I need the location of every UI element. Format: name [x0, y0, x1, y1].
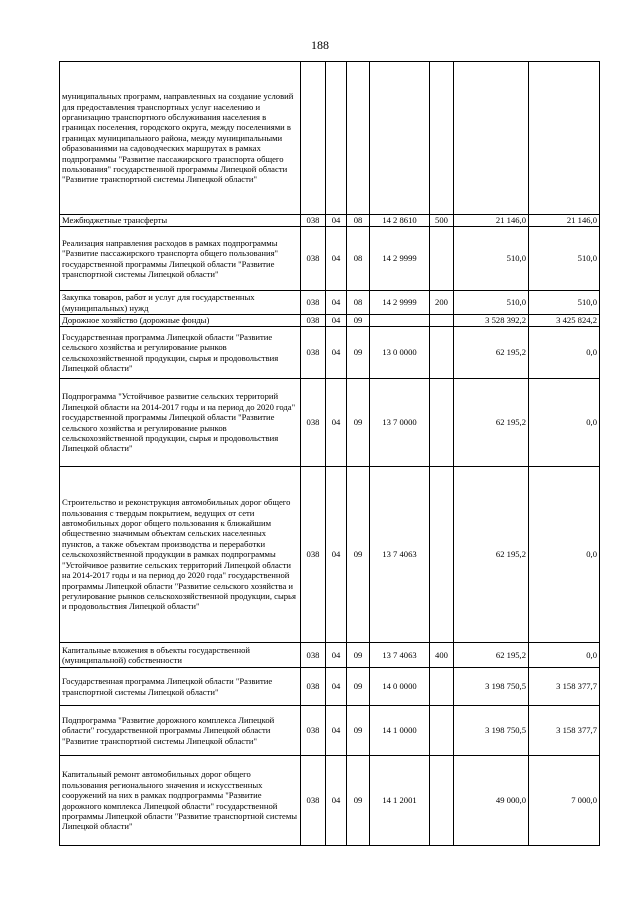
expense-type-code: 400: [430, 643, 454, 668]
row-description: Капитальный ремонт автомобильных дорог общего пользования регионального значения и искусственных сооружений на них в рамках подпрограммы "Развитие дорожного комплекса Липецкой области" государственной программы Липецкой области "Развитие транспортной системы Липецкой области": [60, 756, 301, 846]
ministry-code: 038: [301, 327, 326, 379]
ministry-code: 038: [301, 215, 326, 227]
amount-year-1: 62 195,2: [454, 643, 529, 668]
target-article-code: 14 2 9999: [370, 227, 430, 291]
subsection-code: 09: [347, 327, 370, 379]
amount-year-2: 510,0: [529, 227, 600, 291]
ministry-code: 038: [301, 756, 326, 846]
amount-year-1: 62 195,2: [454, 327, 529, 379]
amount-year-1: 510,0: [454, 227, 529, 291]
target-article-code: [370, 62, 430, 215]
table-row: [60, 706, 600, 756]
budget-table: [59, 61, 600, 846]
expense-type-code: [430, 62, 454, 215]
row-description: Межбюджетные трансферты: [60, 215, 301, 227]
ministry-code: 038: [301, 379, 326, 467]
target-article-code: 14 1 2001: [370, 756, 430, 846]
section-code: 04: [326, 315, 347, 327]
target-article-code: 14 1 0000: [370, 706, 430, 756]
section-code: 04: [326, 327, 347, 379]
row-description: Государственная программа Липецкой области "Развитие транспортной системы Липецкой области": [60, 668, 301, 706]
section-code: 04: [326, 643, 347, 668]
expense-type-code: [430, 668, 454, 706]
target-article-code: 14 2 9999: [370, 291, 430, 315]
row-description: Государственная программа Липецкой области "Развитие сельского хозяйства и регулирование рынков сельскохозяйственной продукции, сырья и продовольствия Липецкой области": [60, 327, 301, 379]
amount-year-1: 3 198 750,5: [454, 706, 529, 756]
expense-type-code: [430, 756, 454, 846]
subsection-code: 08: [347, 291, 370, 315]
row-description: муниципальных программ, направленных на создание условий для предоставления транспортных услуг населению и организацию транспортного обслуживания населения в границах поселения, городского округа, между поселениями в границах муниципального района, между муниципальными образованиями на садоводческих маршрутах в рамках подпрограммы "Развитие пассажирского транспорта общего пользования" государственной программы Липецкой области "Развитие транспортной системы Липецкой области": [60, 62, 301, 215]
ministry-code: 038: [301, 706, 326, 756]
target-article-code: 13 0 0000: [370, 327, 430, 379]
subsection-code: 09: [347, 643, 370, 668]
amount-year-2: [529, 62, 600, 215]
target-article-code: 13 7 0000: [370, 379, 430, 467]
ministry-code: 038: [301, 643, 326, 668]
row-description: Капитальные вложения в объекты государственной (муниципальной) собственности: [60, 643, 301, 668]
row-description: Подпрограмма "Устойчивое развитие сельских территорий Липецкой области на 2014-2017 годы и на период до 2020 года" государственной программы Липецкой области "Развитие сельского хозяйства и регулирование рынков сельскохозяйственной продукции, сырья и продовольствия Липецкой области": [60, 379, 301, 467]
amount-year-2: 0,0: [529, 643, 600, 668]
subsection-code: 09: [347, 756, 370, 846]
section-code: 04: [326, 756, 347, 846]
table-row: [60, 467, 600, 643]
subsection-code: 09: [347, 668, 370, 706]
subsection-code: 09: [347, 379, 370, 467]
table-row: [60, 62, 600, 215]
row-description: Дорожное хозяйство (дорожные фонды): [60, 315, 301, 327]
subsection-code: 09: [347, 706, 370, 756]
table-row: [60, 668, 600, 706]
subsection-code: 09: [347, 315, 370, 327]
subsection-code: 09: [347, 467, 370, 643]
expense-type-code: [430, 706, 454, 756]
table-row: [60, 227, 600, 291]
amount-year-1: [454, 62, 529, 215]
row-description: Закупка товаров, работ и услуг для государственных (муниципальных) нужд: [60, 291, 301, 315]
subsection-code: 08: [347, 227, 370, 291]
amount-year-1: 3 198 750,5: [454, 668, 529, 706]
amount-year-2: 510,0: [529, 291, 600, 315]
table-row: [60, 215, 600, 227]
row-description: Подпрограмма "Развитие дорожного комплекса Липецкой области" государственной программы Липецкой области "Развитие транспортной системы Липецкой области": [60, 706, 301, 756]
amount-year-2: 0,0: [529, 327, 600, 379]
table-row: [60, 379, 600, 467]
target-article-code: 14 0 0000: [370, 668, 430, 706]
section-code: 04: [326, 291, 347, 315]
amount-year-2: 0,0: [529, 379, 600, 467]
expense-type-code: [430, 379, 454, 467]
section-code: 04: [326, 706, 347, 756]
expense-type-code: [430, 467, 454, 643]
expense-type-code: 200: [430, 291, 454, 315]
amount-year-2: 3 158 377,7: [529, 668, 600, 706]
amount-year-1: 62 195,2: [454, 467, 529, 643]
amount-year-1: 21 146,0: [454, 215, 529, 227]
target-article-code: 13 7 4063: [370, 467, 430, 643]
table-row: [60, 315, 600, 327]
ministry-code: 038: [301, 227, 326, 291]
table-row: [60, 291, 600, 315]
section-code: 04: [326, 215, 347, 227]
row-description: Строительство и реконструкция автомобильных дорог общего пользования с твердым покрытием, ведущих от сети автомобильных дорог общего пользования к ближайшим общественно значимым объектам сельских населенных пунктов, а также объектам производства и переработки сельскохозяйственной продукции в рамках подпрограммы "Устойчивое развитие сельских территорий Липецкой области на 2014-2017 годы и на период до 2020 года" государственной программы Липецкой области "Развитие сельского хозяйства и регулирование рынков сельскохозяйственной продукции, сырья и продовольствия Липецкой области": [60, 467, 301, 643]
expense-type-code: [430, 227, 454, 291]
amount-year-2: 3 158 377,7: [529, 706, 600, 756]
table-row: [60, 327, 600, 379]
amount-year-2: 21 146,0: [529, 215, 600, 227]
amount-year-2: 3 425 824,2: [529, 315, 600, 327]
ministry-code: 038: [301, 668, 326, 706]
amount-year-2: 7 000,0: [529, 756, 600, 846]
amount-year-1: 49 000,0: [454, 756, 529, 846]
target-article-code: 14 2 8610: [370, 215, 430, 227]
table-row: [60, 756, 600, 846]
section-code: 04: [326, 668, 347, 706]
target-article-code: 13 7 4063: [370, 643, 430, 668]
row-description: Реализация направления расходов в рамках подпрограммы "Развитие пассажирского транспорта общего пользования" государственной программы Липецкой области "Развитие транспортной системы Липецкой области": [60, 227, 301, 291]
expense-type-code: [430, 327, 454, 379]
expense-type-code: [430, 315, 454, 327]
section-code: 04: [326, 467, 347, 643]
ministry-code: [301, 62, 326, 215]
subsection-code: [347, 62, 370, 215]
ministry-code: 038: [301, 315, 326, 327]
ministry-code: 038: [301, 291, 326, 315]
section-code: [326, 62, 347, 215]
page-number: 188: [311, 38, 329, 52]
subsection-code: 08: [347, 215, 370, 227]
amount-year-1: 3 528 392,2: [454, 315, 529, 327]
section-code: 04: [326, 227, 347, 291]
budget-table-body: [60, 62, 600, 846]
amount-year-1: 62 195,2: [454, 379, 529, 467]
target-article-code: [370, 315, 430, 327]
expense-type-code: 500: [430, 215, 454, 227]
amount-year-2: 0,0: [529, 467, 600, 643]
table-row: [60, 643, 600, 668]
section-code: 04: [326, 379, 347, 467]
ministry-code: 038: [301, 467, 326, 643]
amount-year-1: 510,0: [454, 291, 529, 315]
